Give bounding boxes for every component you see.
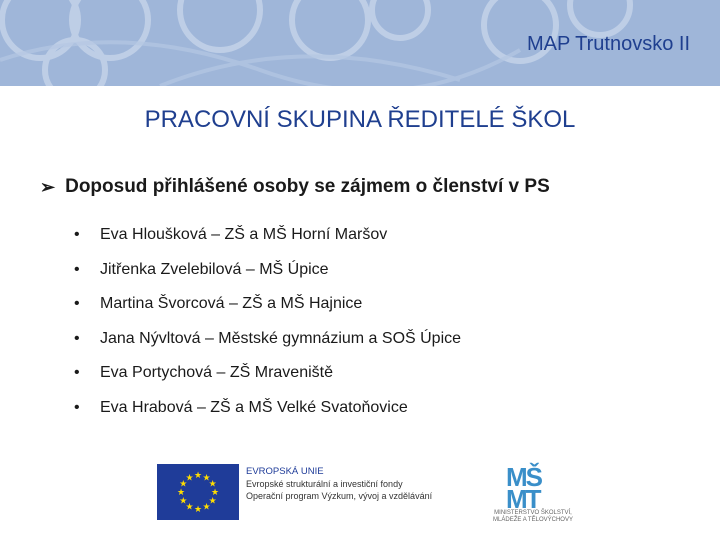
list-item <box>74 253 461 288</box>
main-bullet-text: Doposud přihlášené osoby se zájmem o členství v PS <box>65 176 550 197</box>
eu-star-icon: ★ <box>185 501 194 512</box>
eu-star-icon: ★ <box>179 478 188 489</box>
list-item-text: Jitřenka Zvelebilová – MŠ Úpice <box>100 260 329 278</box>
bullet-dot-icon: • <box>74 226 80 244</box>
list-item <box>74 218 461 253</box>
eu-star-icon: ★ <box>179 495 188 506</box>
slide-title: PRACOVNÍ SKUPINA ŘEDITELÉ ŠKOL <box>144 106 576 133</box>
bullet-dot-icon: • <box>74 398 80 416</box>
eu-star-icon: ★ <box>208 478 217 489</box>
list-item <box>74 391 461 426</box>
msmt-letters-top: MŠ <box>506 462 541 492</box>
msmt-caption <box>480 510 586 524</box>
list-item <box>74 322 461 357</box>
msmt-line1: MINISTERSTVO ŠKOLSTVÍ, <box>494 510 572 516</box>
logo-bar <box>0 460 720 530</box>
list-item-text: Eva Portychová – ZŠ Mraveniště <box>100 364 333 382</box>
arrow-bullet-icon: ➢ <box>40 176 56 197</box>
list-item-text: Jana Nývltová – Městské gymnázium a SOŠ Úpice <box>100 329 462 347</box>
header-title: MAP Trutnovsko II <box>526 33 690 55</box>
eu-fund: Evropské strukturální a investiční fondy <box>246 479 403 489</box>
list-item <box>74 356 461 391</box>
eu-flag-icon <box>157 464 239 520</box>
eu-star-icon: ★ <box>193 470 203 480</box>
eu-logo-text <box>246 466 432 502</box>
list-item-text: Martina Švorcová – ZŠ a MŠ Hajnice <box>100 295 363 313</box>
bullet-dot-icon: • <box>74 295 80 313</box>
eu-star-icon: ★ <box>202 472 211 483</box>
eu-program: Operační program Výzkum, vývoj a vzdělávání <box>246 491 433 501</box>
eu-star-icon: ★ <box>202 501 211 512</box>
bullet-dot-icon: • <box>74 329 80 347</box>
eu-star-icon: ★ <box>208 495 217 506</box>
list-item-text: Eva Hrabová – ZŠ a MŠ Velké Svatoňovice <box>100 398 408 416</box>
header-banner <box>0 0 720 86</box>
bullet-dot-icon: • <box>74 260 80 278</box>
eu-star-icon: ★ <box>210 487 220 497</box>
list-item <box>74 287 461 322</box>
main-bullet <box>40 176 550 198</box>
msmt-logo <box>480 464 586 524</box>
eu-name: EVROPSKÁ UNIE <box>246 466 324 477</box>
eu-star-icon: ★ <box>185 472 194 483</box>
list-item-text: Eva Hloušková – ZŠ a MŠ Horní Maršov <box>100 226 388 244</box>
msmt-letters-bottom: MT <box>506 484 540 514</box>
msmt-letters <box>506 462 541 514</box>
msmt-line2: MLÁDEŽE A TĚLOVÝCHOVY <box>493 517 573 523</box>
bullet-dot-icon: • <box>74 364 80 382</box>
eu-star-icon: ★ <box>176 487 186 497</box>
member-list <box>74 218 461 425</box>
eu-star-icon: ★ <box>193 504 203 514</box>
